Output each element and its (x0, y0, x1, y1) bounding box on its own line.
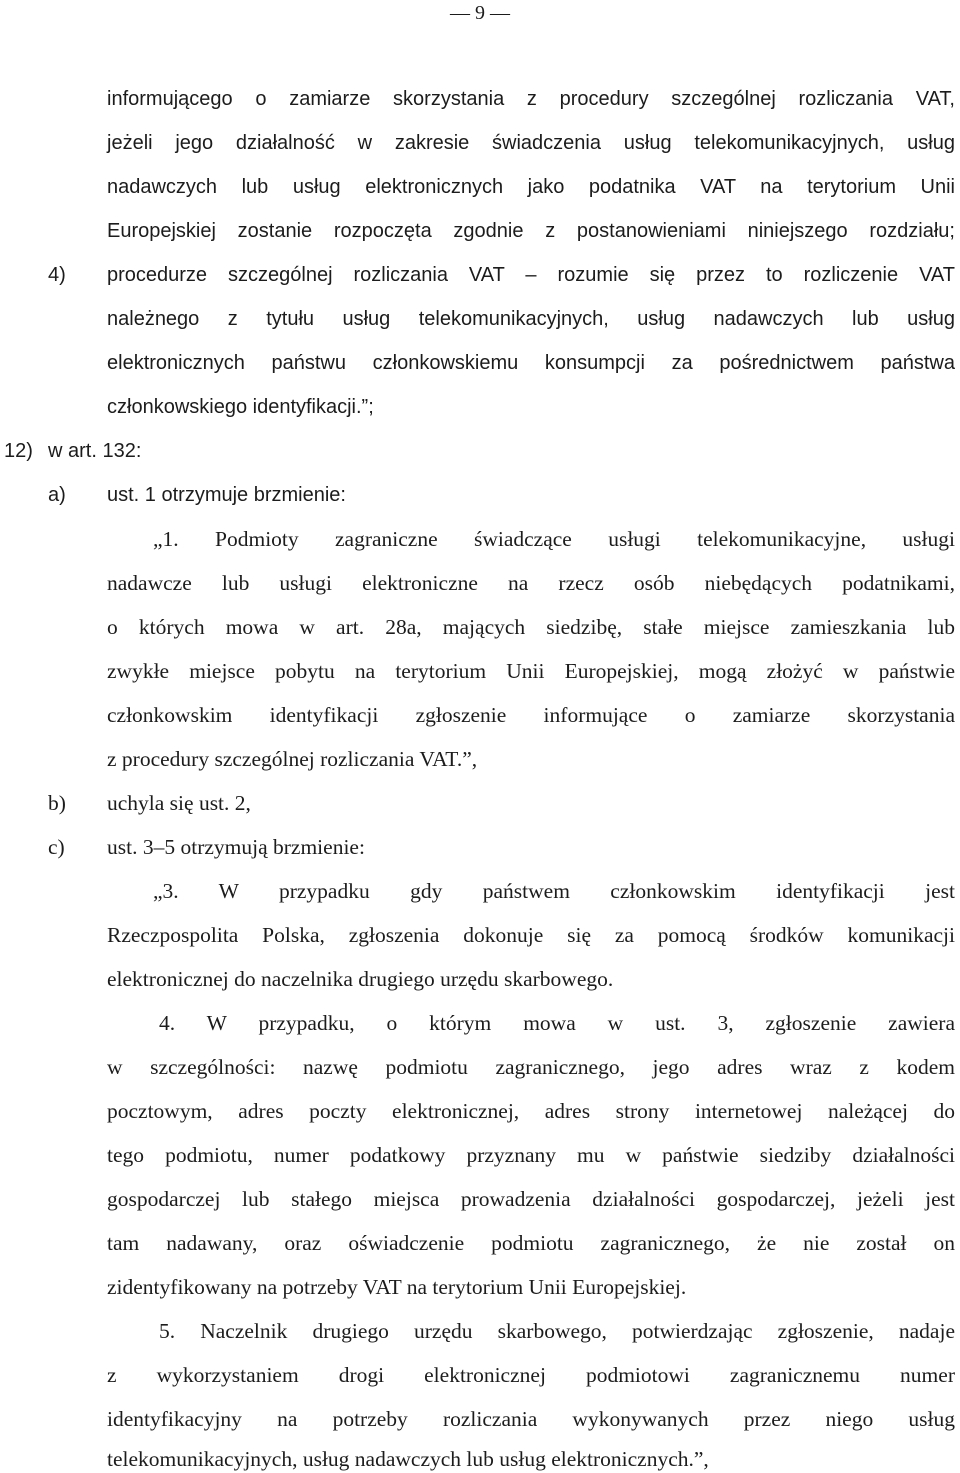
text-line: z wykorzystaniem drogi elektronicznej podmiotowi zagranicznemu numer (107, 1363, 955, 1387)
text-line: elektronicznych państwu członkowskiemu konsumpcji za pośrednictwem państwa (107, 352, 955, 374)
text-line: ust. 3–5 otrzymują brzmienie: (107, 835, 365, 859)
text-line: nadawczych lub usług elektronicznych jako podatnika VAT na terytorium Unii (107, 176, 955, 198)
text-line: w szczególności: nazwę podmiotu zagranicznego, jego adres wraz z kodem (107, 1055, 955, 1079)
text-line: elektronicznej do naczelnika drugiego urzędu skarbowego. (107, 967, 614, 991)
text-line: 5. Naczelnik drugiego urzędu skarbowego, potwierdzając zgłoszenie, nadaje (159, 1319, 955, 1343)
text-line: ust. 1 otrzymuje brzmienie: (107, 484, 346, 506)
list-marker: 12) (4, 440, 33, 462)
text-line: „3. W przypadku gdy państwem członkowskim identyfikacji jest (153, 879, 955, 903)
text-line: członkowskiego identyfikacji.”; (107, 396, 374, 418)
text-line: z procedury szczególnej rozliczania VAT.”, (107, 747, 478, 771)
list-marker: a) (48, 484, 66, 506)
text-line: nadawcze lub usługi elektroniczne na rzecz osób niebędących podatnikami, (107, 571, 955, 595)
text-line: 4. W przypadku, o którym mowa w ust. 3, zgłoszenie zawiera (159, 1011, 955, 1035)
text-line: Europejskiej zostanie rozpoczęta zgodnie z postanowieniami niniejszego rozdziału; (107, 220, 955, 242)
text-line: uchyla się ust. 2, (107, 791, 251, 815)
list-marker: b) (48, 791, 66, 815)
text-line: telekomunikacyjnych, usług nadawczych lub usług elektronicznych.”, (107, 1447, 709, 1471)
text-line: zwykłe miejsce pobytu na terytorium Unii Europejskiej, mogą złożyć w państwie (107, 659, 955, 683)
text-line: gospodarczej lub stałego miejsca prowadzenia działalności gospodarczej, jeżeli jest (107, 1187, 955, 1211)
text-line: Rzeczpospolita Polska, zgłoszenia dokonuje się za pomocą środków komunikacji (107, 923, 955, 947)
text-line: należnego z tytułu usług telekomunikacyjnych, usług nadawczych lub usług (107, 308, 955, 330)
text-line: w art. 132: (48, 440, 142, 462)
text-line: „1. Podmioty zagraniczne świadczące usługi telekomunikacyjne, usługi (153, 527, 955, 551)
list-marker: 4) (48, 264, 66, 286)
text-line: o których mowa w art. 28a, mających siedzibę, stałe miejsce zamieszkania lub (107, 615, 955, 639)
text-line: członkowskim identyfikacji zgłoszenie informujące o zamiarze skorzystania (107, 703, 955, 727)
text-line: zidentyfikowany na potrzeby VAT na terytorium Unii Europejskiej. (107, 1275, 687, 1299)
list-marker: c) (48, 835, 65, 859)
page-number: — 9 — (450, 2, 510, 24)
text-line: jeżeli jego działalność w zakresie świadczenia usług telekomunikacyjnych, usług (107, 132, 955, 154)
text-line: tego podmiotu, numer podatkowy przyznany mu w państwie siedziby działalności (107, 1143, 955, 1167)
text-line: procedurze szczególnej rozliczania VAT – rozumie się przez to rozliczenie VAT (107, 264, 955, 286)
text-line: identyfikacyjny na potrzeby rozliczania wykonywanych przez niego usług (107, 1407, 955, 1431)
text-line: informującego o zamiarze skorzystania z procedury szczególnej rozliczania VAT, (107, 88, 955, 110)
text-line: tam nadawany, oraz oświadczenie podmiotu zagranicznego, że nie został on (107, 1231, 955, 1255)
text-line: pocztowym, adres poczty elektronicznej, adres strony internetowej należącej do (107, 1099, 955, 1123)
